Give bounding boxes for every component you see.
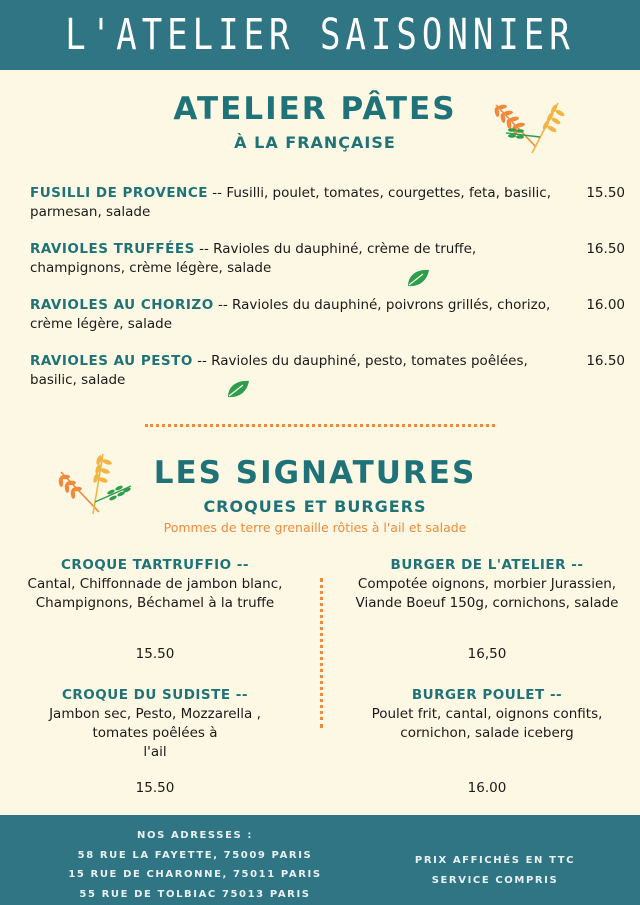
signature-item-separator: -- (231, 557, 249, 573)
leaf-icon (225, 378, 251, 400)
signature-item-separator: -- (230, 687, 248, 703)
menu-item-name: RAVIOLES TRUFFÉES (30, 241, 195, 257)
price-note-line: PRIX AFFICHÉS EN TTC (414, 855, 576, 866)
signatures-section-subtitle: CROQUES ET BURGERS (203, 497, 427, 516)
signature-item-name: CROQUE TARTRUFFIO (61, 557, 232, 573)
signature-item-description: Cantal, Chiffonnade de jambon blanc, Champignons, Béchamel à la truffe (27, 576, 283, 611)
menu-item-price: 15.50 (586, 185, 625, 201)
signature-item (5, 556, 305, 613)
menu-item (30, 352, 560, 390)
addresses-title: NOS ADRESSES : (137, 830, 253, 841)
signature-item-separator: -- (566, 557, 584, 573)
column-divider (320, 578, 323, 728)
address-line: 15 RUE DE CHARONNE, 75011 PARIS (68, 869, 322, 880)
menu-item-description: -- Ravioles du dauphiné, poivrons grillés, chorizo, crème légère, salade (30, 297, 551, 332)
signature-item-description: tomates poêlées à (92, 725, 218, 741)
wheat-icon (488, 97, 568, 159)
pasta-section-subtitle: À LA FRANÇAISE (234, 133, 396, 152)
leaf-icon (405, 267, 431, 289)
pasta-section-title: ATELIER PÂTES (173, 91, 457, 127)
signature-item-name: BURGER DE L'ATELIER (390, 557, 567, 573)
price-note-line: SERVICE COMPRIS (431, 874, 559, 886)
signature-item (337, 686, 637, 743)
menu-item-price: 16.50 (586, 353, 625, 369)
menu-item-description: -- Fusilli, poulet, tomates, courgettes, feta, basilic, parmesan, salade (30, 185, 552, 220)
restaurant-title: L'ATELIER SAISONNIER (65, 10, 575, 60)
menu-item (30, 240, 560, 278)
menu-item-description: -- Ravioles du dauphiné, pesto, tomates poêlées, basilic, salade (30, 353, 528, 388)
signature-item-price: 16.00 (467, 780, 507, 796)
menu-item (30, 184, 560, 222)
signature-item-description: Poulet frit, cantal, oignons confits, cornichon, salade iceberg (371, 706, 603, 741)
menu-item-name: RAVIOLES AU PESTO (30, 353, 193, 369)
menu-item-price: 16.50 (586, 241, 625, 257)
signature-item-description: l'ail (143, 744, 167, 760)
menu-item (30, 296, 560, 334)
footer-bar (0, 815, 640, 905)
signature-item-price: 15.50 (135, 780, 175, 796)
signature-item-separator: -- (544, 687, 563, 703)
signature-item-description: Jambon sec, Pesto, Mozzarella , (49, 706, 261, 722)
price-note-block (385, 851, 605, 890)
signature-item-name: BURGER POULET (411, 687, 545, 703)
address-line: 55 RUE DE TOLBIAC 75013 PARIS (79, 888, 311, 900)
header-bar (0, 0, 640, 70)
signature-item-price: 15.50 (135, 646, 175, 662)
menu-item-name: RAVIOLES AU CHORIZO (30, 297, 214, 313)
section-divider (145, 424, 495, 427)
menu-item-price: 16.00 (586, 297, 625, 313)
address-line: 58 RUE LA FAYETTE, 75009 PARIS (77, 849, 313, 861)
signature-item-description: Compotée oignons, morbier Jurassien, Viande Boeuf 150g, cornichons, salade (355, 576, 619, 611)
signature-item-price: 16,50 (467, 646, 507, 662)
addresses-block (45, 826, 345, 904)
signatures-side-note: Pommes de terre grenaille rôties à l'ail et salade (163, 520, 467, 535)
signatures-section-title: LES SIGNATURES (153, 455, 477, 491)
menu-item-description: -- Ravioles du dauphiné, crème de truffe, champignons, crème légère, salade (30, 241, 477, 276)
signature-item-name: CROQUE DU SUDISTE (62, 687, 231, 703)
signature-item (5, 686, 305, 762)
signature-item (337, 556, 637, 613)
menu-item-name: FUSILLI DE PROVENCE (30, 185, 208, 201)
